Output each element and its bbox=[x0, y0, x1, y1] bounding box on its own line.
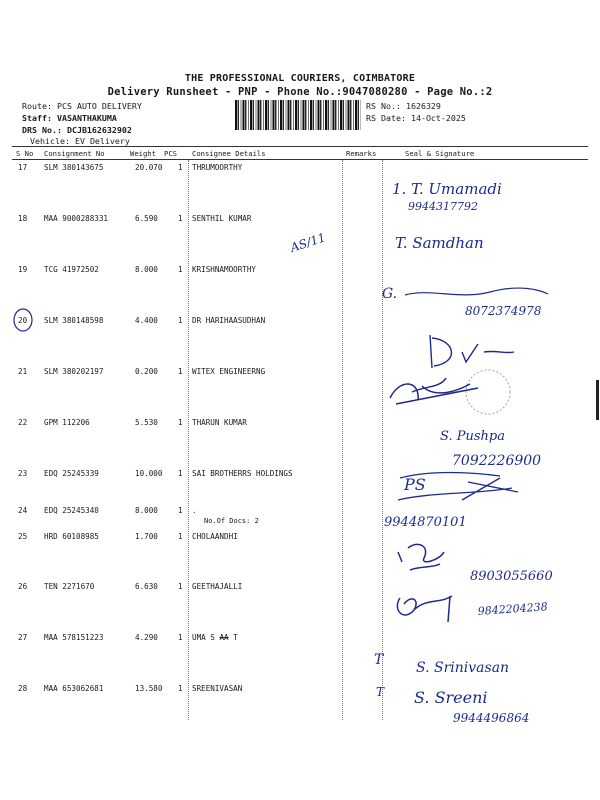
row-consignee: GEETHAJALLI bbox=[192, 582, 243, 591]
rs-number: RS No.: 1626329 bbox=[366, 101, 441, 111]
row-19-phone: 8072374978 bbox=[465, 304, 542, 318]
row-consignee: KRISHNAMOORTHY bbox=[192, 265, 257, 274]
row-weight: 6.630 bbox=[135, 582, 158, 591]
col-divider-seal bbox=[382, 160, 383, 720]
row-consignment: HRD 60108985 bbox=[44, 532, 99, 541]
rs-date: RS Date: 14-Oct-2025 bbox=[366, 113, 466, 123]
barcode-image bbox=[235, 100, 361, 130]
staff-label: Staff: VASANTHAKUMA bbox=[22, 113, 117, 123]
row-consignee: SAI BROTHERRS HOLDINGS bbox=[192, 469, 293, 478]
row-consignment: TEN 2271670 bbox=[44, 582, 95, 591]
col-divider-consignee bbox=[188, 160, 189, 720]
row-25-signature bbox=[398, 544, 444, 570]
row-consignee: DR HARIHAASUDHAN bbox=[192, 316, 266, 325]
row-sno: 27 bbox=[18, 633, 28, 642]
row-consignee bbox=[192, 633, 238, 642]
company-title: THE PROFESSIONAL COURIERS, COIMBATORE bbox=[184, 73, 416, 84]
row-pcs: 1 bbox=[178, 214, 183, 223]
row-weight: 1.700 bbox=[135, 532, 158, 541]
row-pcs: 1 bbox=[178, 367, 183, 376]
row-pcs: 1 bbox=[178, 418, 183, 427]
header-top-rule bbox=[12, 146, 588, 147]
row-consignment: EDQ 25245340 bbox=[44, 506, 99, 515]
row-consignee: SREENIVASAN bbox=[192, 684, 243, 693]
route-label: Route: PCS AUTO DELIVERY bbox=[22, 101, 142, 111]
row-weight: 0.200 bbox=[135, 367, 158, 376]
row-weight: 8.000 bbox=[135, 506, 158, 515]
row-pcs: 1 bbox=[178, 316, 183, 325]
row-20-signature bbox=[430, 335, 514, 368]
row-consignment: MAA 653062681 bbox=[44, 684, 104, 693]
row-sno: 23 bbox=[18, 469, 28, 478]
row-consignee: CHOLAANDHI bbox=[192, 532, 238, 541]
row-28-signature: S. Sreeni bbox=[414, 688, 488, 707]
row-pcs: 1 bbox=[178, 469, 183, 478]
row-consignee: THRUMOORTHY bbox=[192, 163, 243, 172]
row-pcs: 1 bbox=[178, 265, 183, 274]
col-consignee: Consignee Details bbox=[192, 149, 266, 158]
row-weight: 10.000 bbox=[135, 469, 163, 478]
row-18-remark: AS/11 bbox=[288, 230, 328, 255]
row-consignment: EDQ 25245339 bbox=[44, 469, 99, 478]
row-sno: 19 bbox=[18, 265, 28, 274]
drs-label: DRS No.: DCJB162632902 bbox=[22, 125, 132, 135]
row-28-phone: 9944496864 bbox=[453, 711, 530, 725]
row-consignee: SENTHIL KUMAR bbox=[192, 214, 252, 223]
consignee-name-part: UMA S bbox=[192, 633, 215, 642]
row-sno: 21 bbox=[18, 367, 28, 376]
row-weight: 13.580 bbox=[135, 684, 163, 693]
col-weight: Weight bbox=[130, 149, 156, 158]
row-pcs: 1 bbox=[178, 163, 183, 172]
row-consignment: SLM 380202197 bbox=[44, 367, 104, 376]
row-consignee: THARUN KUMAR bbox=[192, 418, 247, 427]
col-pcs: PCS bbox=[164, 149, 177, 158]
row-26-signature bbox=[397, 596, 452, 622]
row-23-signature bbox=[398, 473, 518, 501]
row-pcs: 1 bbox=[178, 684, 183, 693]
row-27-mark: T bbox=[374, 652, 384, 668]
row-18-signature: T. Samdhan bbox=[395, 234, 484, 252]
row-consignment: SLM 380148598 bbox=[44, 316, 104, 325]
row-sno: 18 bbox=[18, 214, 28, 223]
row-22-signature: S. Pushpa bbox=[440, 429, 505, 444]
col-remarks: Remarks bbox=[346, 149, 377, 158]
row-weight: 4.290 bbox=[135, 633, 158, 642]
row-sno: 24 bbox=[18, 506, 28, 515]
row-consignee: WITEX ENGINEERNG bbox=[192, 367, 266, 376]
runsheet-title: Delivery Runsheet - PNP - Phone No.:9047080280 - Page No.:2 bbox=[107, 86, 493, 98]
row-28-mark: T bbox=[376, 685, 385, 699]
col-divider-remarks bbox=[342, 160, 343, 720]
row-consignment: GPM 112206 bbox=[44, 418, 90, 427]
row-17-phone: 9944317792 bbox=[408, 200, 478, 213]
row-19-signature-stroke bbox=[405, 288, 548, 295]
row-sno: 17 bbox=[18, 163, 28, 172]
row-consignment: TCG 41972502 bbox=[44, 265, 99, 274]
consignee-struck-part: AA bbox=[219, 633, 229, 642]
consignee-name-end: T bbox=[233, 633, 238, 642]
row-weight: 5.530 bbox=[135, 418, 158, 427]
row-pcs: 1 bbox=[178, 582, 183, 591]
row-sno: 26 bbox=[18, 582, 28, 591]
col-sno: S No bbox=[16, 149, 34, 158]
row-weight: 4.400 bbox=[135, 316, 158, 325]
row-weight: 8.000 bbox=[135, 265, 158, 274]
vehicle-label: Vehicle: EV Delivery bbox=[30, 136, 130, 146]
row-24-phone: 9944870101 bbox=[384, 515, 467, 530]
col-seal: Seal & Signature bbox=[405, 149, 475, 158]
row-pcs: 1 bbox=[178, 506, 183, 515]
row-sno: 20 bbox=[18, 316, 28, 325]
row-docs-note: No.Of Docs: 2 bbox=[204, 517, 259, 525]
row-pcs: 1 bbox=[178, 532, 183, 541]
row-21-stamp bbox=[466, 370, 510, 414]
header-bottom-rule bbox=[12, 159, 588, 160]
row-consignment: SLM 380143675 bbox=[44, 163, 104, 172]
row-consignment: MAA 578151223 bbox=[44, 633, 104, 642]
page-edge-mark bbox=[596, 380, 599, 420]
row-23-stamp: PS bbox=[404, 475, 426, 494]
col-consignment: Consignment No bbox=[44, 149, 105, 158]
row-weight: 20.070 bbox=[135, 163, 163, 172]
row-consignment: MAA 9000288331 bbox=[44, 214, 109, 223]
row-sno: 22 bbox=[18, 418, 28, 427]
row-sno: 25 bbox=[18, 532, 28, 541]
row-26-phone-1: 8903055660 bbox=[470, 569, 553, 584]
row-pcs: 1 bbox=[178, 633, 183, 642]
row-consignee: . bbox=[192, 506, 197, 515]
row-26-phone-2: 9842204238 bbox=[477, 600, 549, 618]
row-19-signature: G. bbox=[382, 286, 398, 302]
row-23-phone: 7092226900 bbox=[452, 453, 542, 469]
row-weight: 6.590 bbox=[135, 214, 158, 223]
row-21-signature bbox=[390, 378, 478, 404]
row-17-signature: 1. T. Umamadi bbox=[392, 180, 502, 198]
row-sno: 28 bbox=[18, 684, 28, 693]
row-27-signature: S. Srinivasan bbox=[416, 660, 510, 676]
